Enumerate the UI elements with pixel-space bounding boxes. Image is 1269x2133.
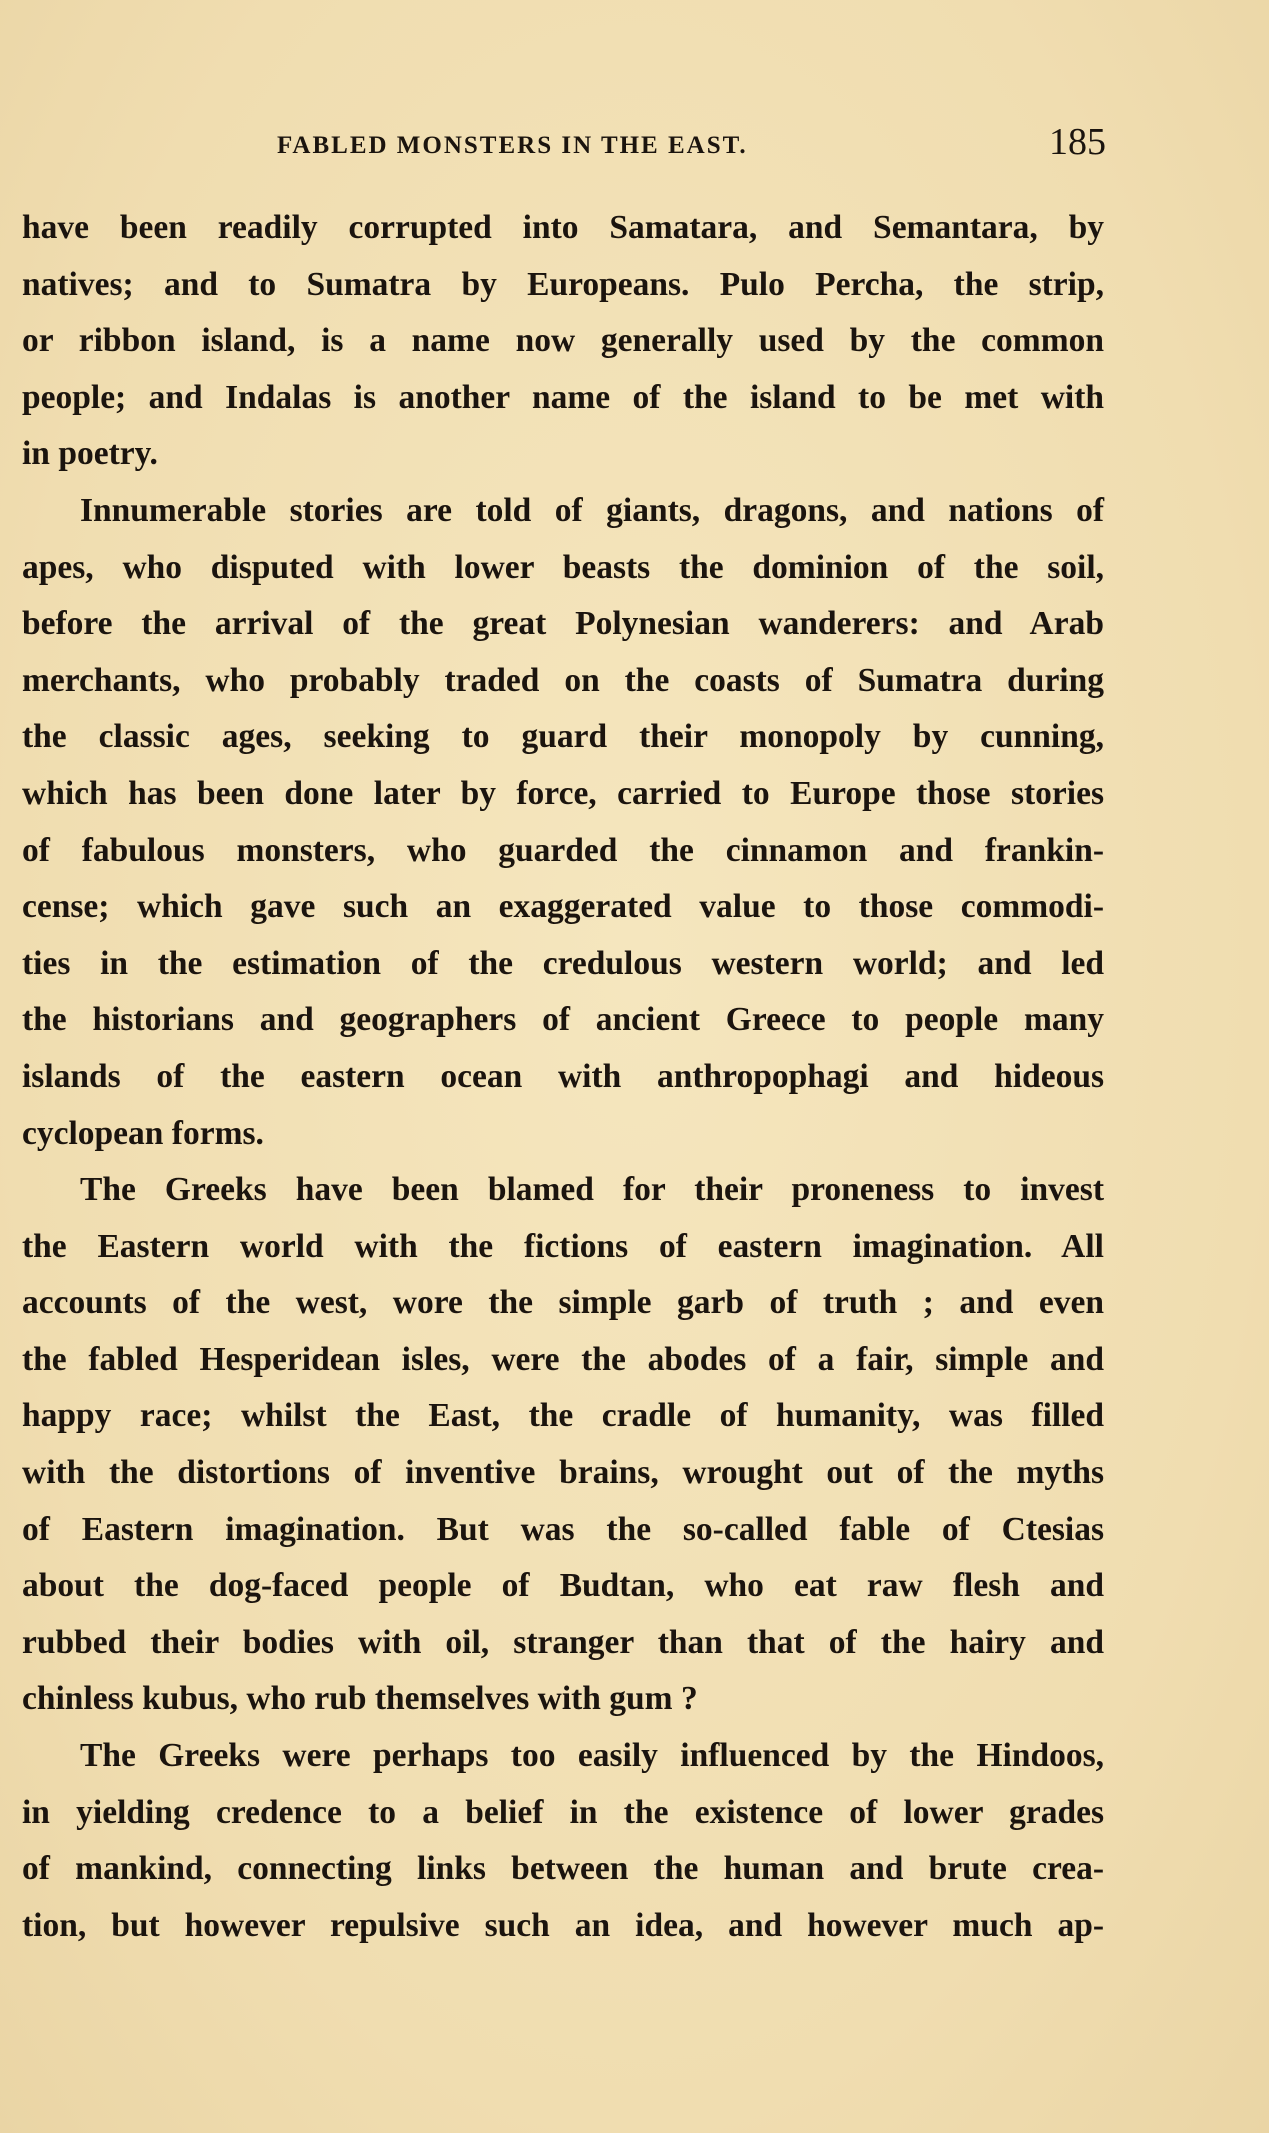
text-line: cyclopean forms. (22, 1114, 264, 1152)
text-line: islands of the eastern ocean with anthropophagi and hideous (22, 1057, 1104, 1095)
text-line: tion, but however repulsive such an idea, and however much ap- (22, 1906, 1104, 1944)
text-line: the Eastern world with the fictions of eastern imagination. All (22, 1227, 1104, 1265)
running-head (22, 118, 1106, 168)
text-line: cense; which gave such an exaggerated value to those commodi- (22, 888, 1104, 926)
text-line: ties in the estimation of the credulous western world; and led (22, 944, 1104, 982)
text-line: people; and Indalas is another name of the island to be met with (22, 378, 1104, 416)
paragraph-first-line: The Greeks have been blamed for their proneness to invest (80, 1171, 1104, 1209)
text-line: happy race; whilst the East, the cradle of humanity, was filled (22, 1397, 1104, 1435)
text-line: rubbed their bodies with oil, stranger than that of the hairy and (22, 1623, 1104, 1661)
text-line: the historians and geographers of ancient Greece to people many (22, 1001, 1104, 1039)
text-line: of Eastern imagination. But was the so-called fable of Ctesias (22, 1510, 1104, 1548)
text-line: have been readily corrupted into Samatara, and Semantara, by (22, 209, 1104, 246)
running-title: FABLED MONSTERS IN THE EAST. (277, 132, 748, 159)
text-line: apes, who disputed with lower beasts the dominion of the soil, (22, 548, 1104, 586)
text-line: with the distortions of inventive brains, wrought out of the myths (22, 1454, 1104, 1492)
text-line: in yielding credence to a belief in the existence of lower grades (22, 1793, 1104, 1831)
text-line: which has been done later by force, carried to Europe those stories (22, 774, 1104, 812)
text-line: before the arrival of the great Polynesian wanderers: and Arab (22, 605, 1104, 643)
text-line: merchants, who probably traded on the coasts of Sumatra during (22, 661, 1104, 699)
paragraph-first-line: The Greeks were perhaps too easily influenced by the Hindoos, (80, 1737, 1104, 1775)
body-text (22, 200, 1104, 1954)
text-line: of fabulous monsters, who guarded the cinnamon and frankin- (22, 831, 1104, 869)
text-line: about the dog-faced people of Budtan, who eat raw flesh and (22, 1567, 1104, 1605)
text-line: the classic ages, seeking to guard their monopoly by cunning, (22, 718, 1104, 756)
text-line: the fabled Hesperidean isles, were the abodes of a fair, simple and (22, 1340, 1104, 1378)
text-line: accounts of the west, wore the simple garb of truth ; and even (22, 1284, 1104, 1322)
text-line: in poetry. (22, 435, 158, 473)
text-line: chinless kubus, who rub themselves with gum ? (22, 1680, 698, 1718)
page-number: 185 (1049, 121, 1106, 163)
text-line: natives; and to Sumatra by Europeans. Pulo Percha, the strip, (22, 265, 1104, 303)
text-line: of mankind, connecting links between the human and brute crea- (22, 1850, 1104, 1888)
paragraph-first-line: Innumerable stories are told of giants, dragons, and nations of (80, 491, 1104, 529)
text-line: or ribbon island, is a name now generally used by the common (22, 322, 1104, 360)
